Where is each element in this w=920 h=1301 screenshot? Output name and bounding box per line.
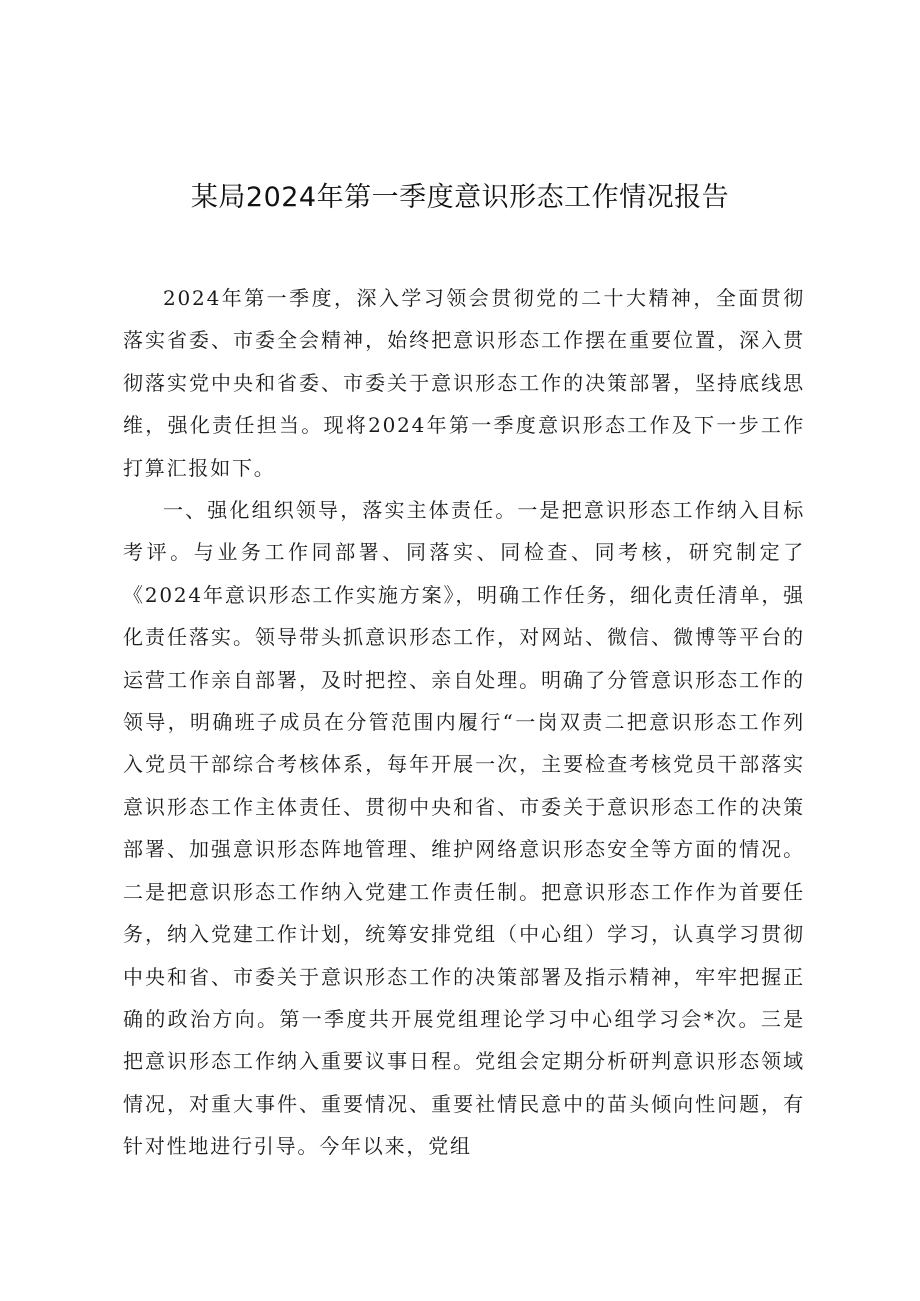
paragraph-section-one: 一、强化组织领导，落实主体责任。一是把意识形态工作纳入目标考评。与业务工作同部署、同落实、同检查、同考核，研究制定了《2024年意识形态工作实施方案》，明确工作任务，细化责任清单，强化责任落实。领导带头抓意识形态工作，对网站、微信、微博等平台的运营工作亲自部署，及时把控、亲自处理。明确了分管意识形态工作的领导，明确班子成员在分管范围内履行“一岗双责二把意识形态工作列入党员干部综合考核体系，每年开展一次，主要检查考核党员干部落实意识形态工作主体责任、贯彻中央和省、市委关于意识形态工作的决策部署、加强意识形态阵地管理、维护网络意识形态安全等方面的情况。二是把意识形态工作纳入党建工作责任制。把意识形态工作作为首要任务，纳入党建工作计划，统筹安排党组（中心组）学习，认真学习贯彻中央和省、市委关于意识形态工作的决策部署及指示精神，牢牢把握正确的政治方向。第一季度共开展党组理论学习中心组学习会*次。三是把意识形态工作纳入重要议事日程。党组会定期分析研判意识形态领域情况，对重大事件、重要情况、重要社情民意中的苗头倾向性问题，有针对性地进行引导。今年以来，党组 — [123, 498, 805, 1159]
document-title: 某局2024年第一季度意识形态工作情况报告 — [190, 182, 730, 213]
document-body — [123, 277, 805, 1168]
paragraph-intro: 2024年第一季度，深入学习领会贯彻党的二十大精神，全面贯彻落实省委、市委全会精神，始终把意识形态工作摆在重要位置，深入贯彻落实党中央和省委、市委关于意识形态工作的决策部署，坚持底线思维，强化责任担当。现将2024年第一季度意识形态工作及下一步工作打算汇报如下。 — [123, 286, 805, 480]
